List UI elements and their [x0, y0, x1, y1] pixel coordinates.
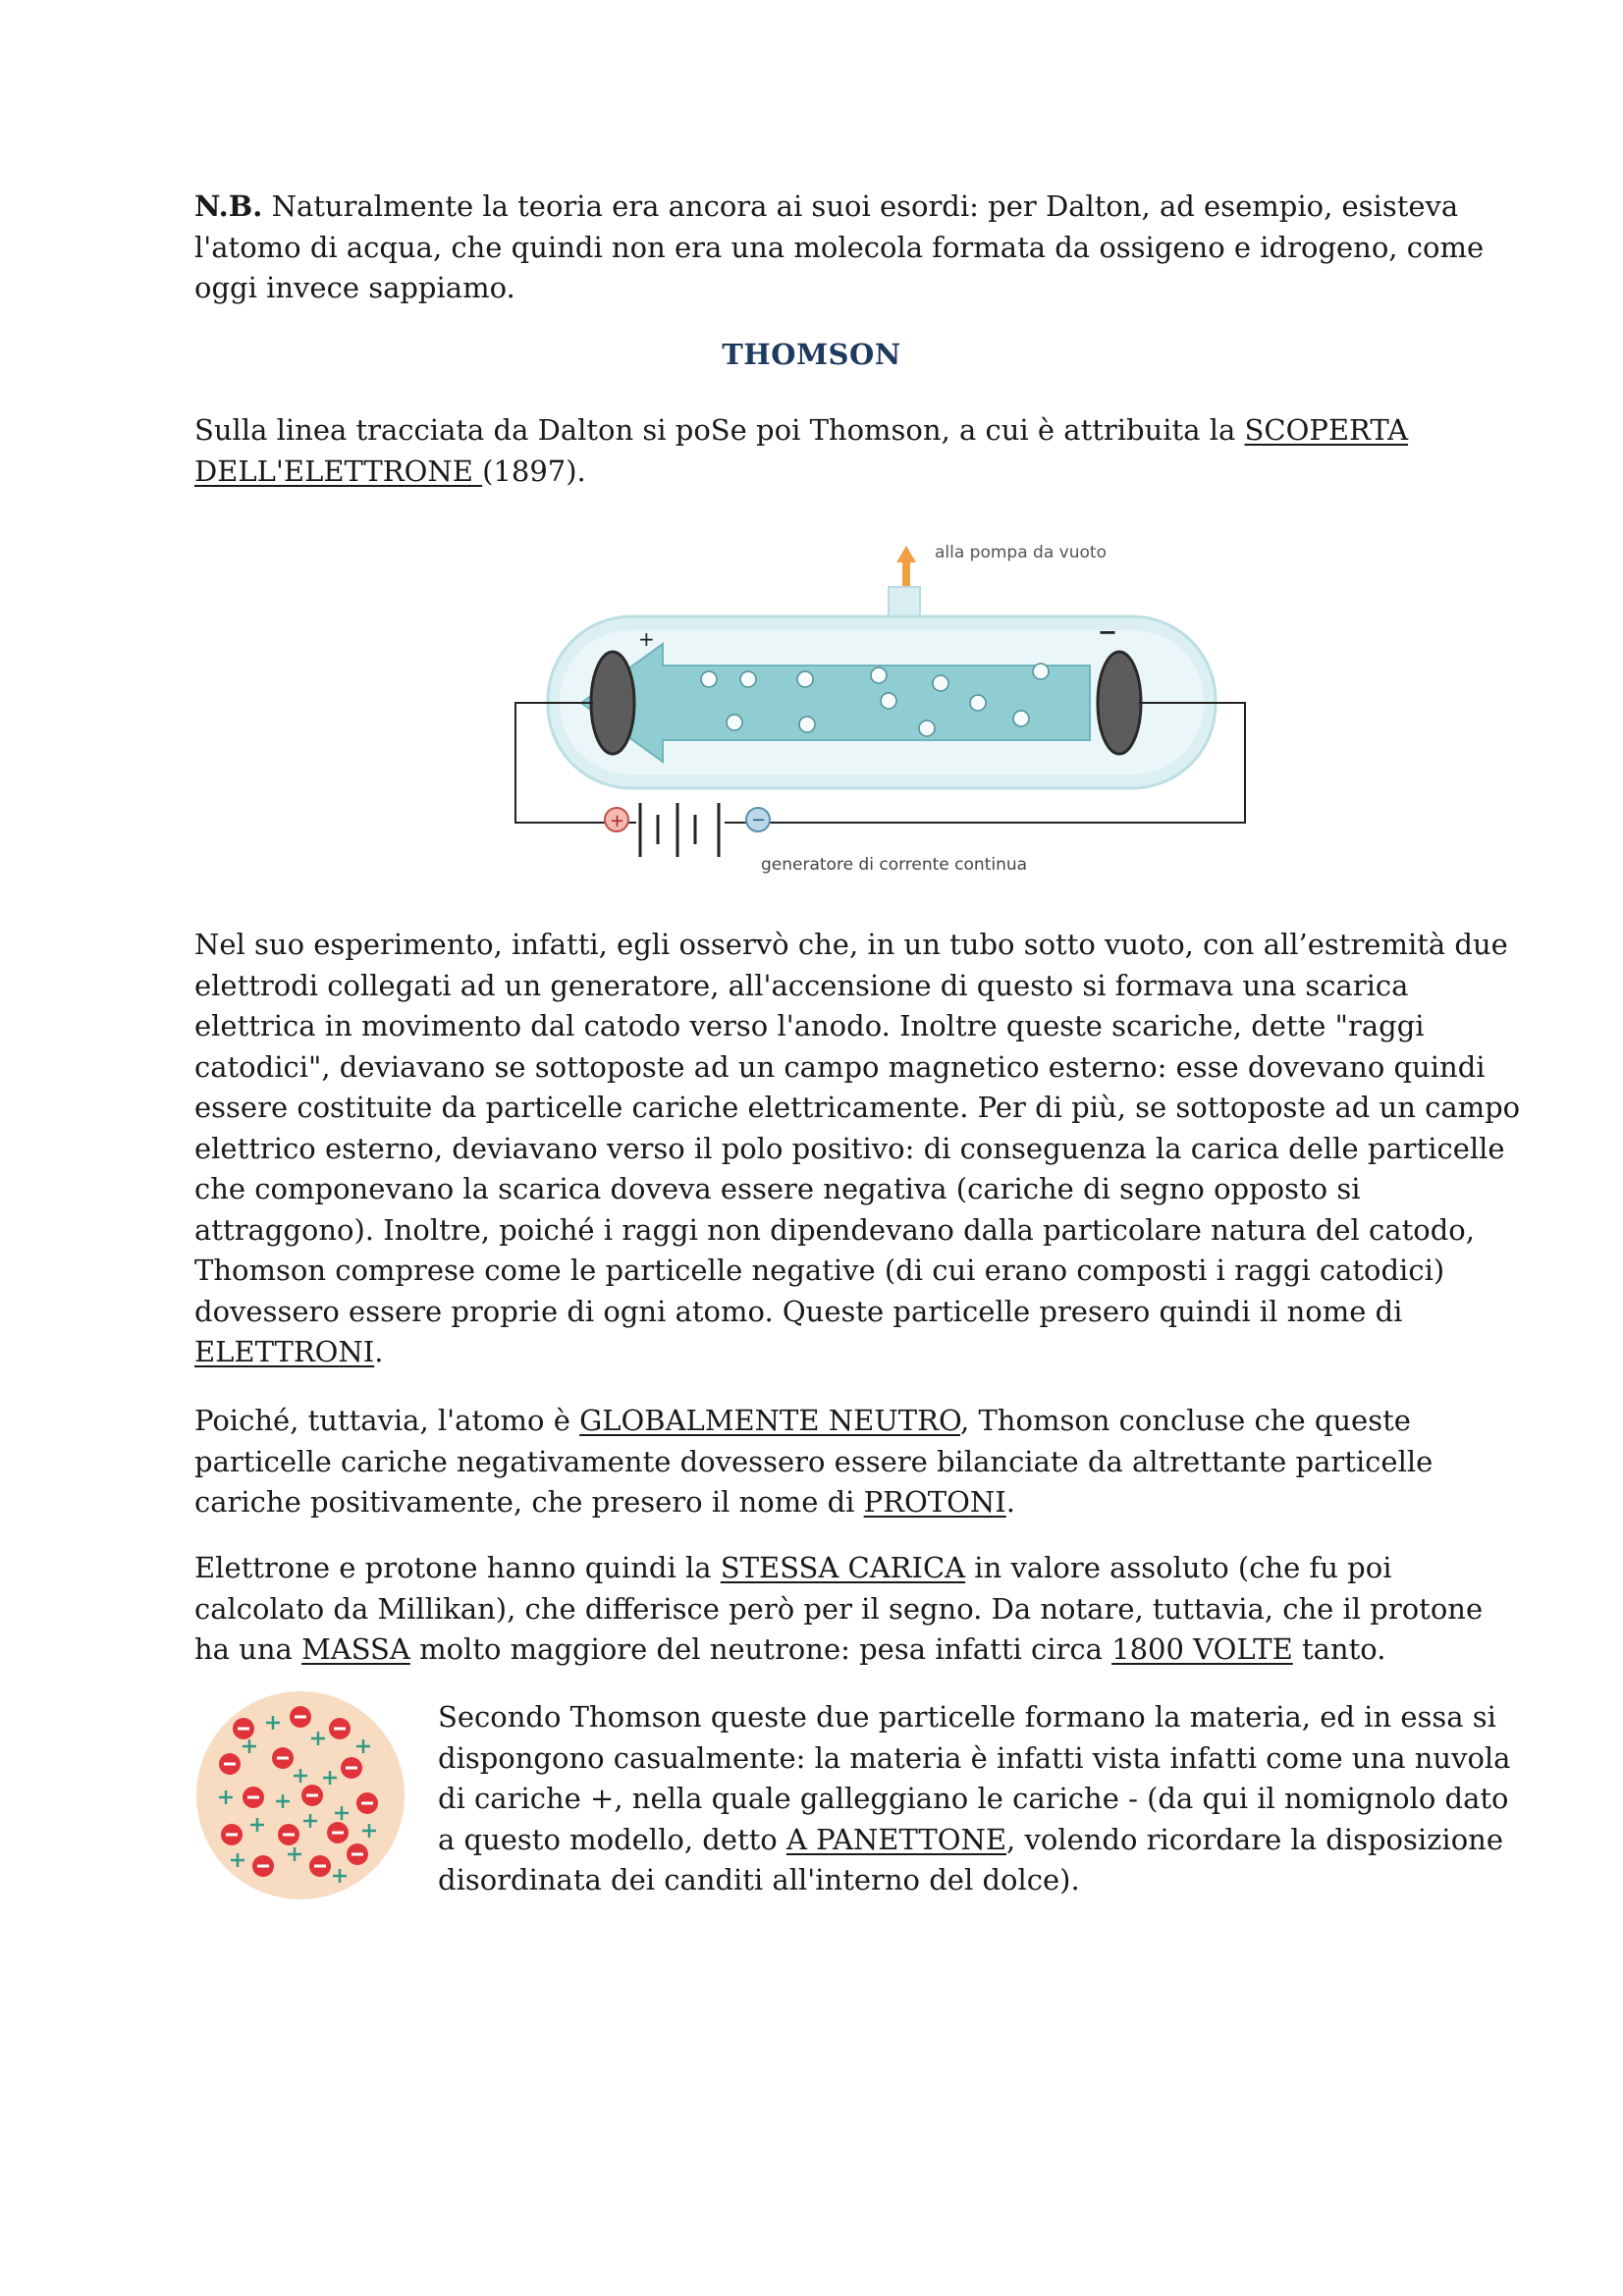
experiment-text: Nel suo esperimento, infatti, egli osservò che, in un tubo sotto vuoto, con all’estremità due elettrodi collegati ad un generatore, all'accensione di questo si formava una scarica elettrica in movimento dal catodo verso l'anodo. Inoltre queste scariche, dette "raggi catodici", deviavano se sottoposte ad un campo magnetico esterno: esse dovevano quindi essere costituite da particelle cariche elettricamente. Per di più, se sottoposte ad un campo elettrico esterno, deviavano verso il polo positivo: di conseguenza la carica delle particelle che componevano la scarica doveva essere negativa (cariche di segno opposto si attraggono). Inoltre, poiché i raggi non dipendevano dalla particolare natura del catodo, Thomson comprese come le particelle negative (di cui erano composti i raggi catodici) dovessero essere proprie di ogni atomo. Queste particelle presero quindi il nome di [194, 928, 1521, 1328]
experiment-end: . [374, 1335, 384, 1368]
intro-paragraph [194, 410, 1500, 492]
electron-icon [272, 1747, 294, 1769]
charge-text-4: tanto. [1292, 1632, 1386, 1666]
intro-year: (1897). [482, 454, 586, 488]
electron-icon [329, 1718, 351, 1739]
generator-label: generatore di corrente continua [761, 855, 1028, 875]
cathode-minus-sign: − [1098, 618, 1118, 646]
panettone-underlined: A PANETTONE [785, 1822, 1007, 1856]
charge-text-1: Elettrone e protone hanno quindi la [194, 1551, 721, 1584]
electron-icon [233, 1718, 254, 1739]
pump-label: alla pompa da vuoto [935, 543, 1107, 562]
electron-icon [301, 1785, 323, 1806]
neutral-text-2: , Thomson concluse che queste particelle cariche negativamente dovessero essere bilanciate da altrettante particelle cariche positivamente, che presero il nome di [194, 1404, 1434, 1519]
anode-electrode [591, 652, 634, 754]
same-charge-underlined: STESSA CARICA [720, 1551, 966, 1584]
electron-icon [221, 1824, 243, 1845]
nb-text: Naturalmente la teoria era ancora ai suoi esordi: per Dalton, ad esempio, esisteva l'atomo di acqua, che quindi non era una molecola formata da ossigeno e idrogeno, come oggi invece sappiamo. [194, 189, 1485, 304]
model-text: Secondo Thomson queste due particelle formano la materia, ed in essa si dispongono casualmente: la materia è infatti vista infatti come una nuvola di cariche +, nella quale galleggiano le cariche - (da qui il nomignolo dato a questo modello, detto [438, 1700, 1511, 1856]
electron-icon [243, 1787, 264, 1808]
times-underlined: 1800 VOLTE [1111, 1632, 1293, 1666]
battery-icon [640, 803, 719, 857]
nb-paragraph [194, 187, 1520, 309]
nb-label: N.B. [194, 189, 263, 223]
globally-neutral-underlined: GLOBALMENTE NEUTRO [579, 1404, 961, 1437]
experiment-paragraph [194, 925, 1530, 1373]
model-paragraph [438, 1697, 1528, 1901]
neutral-paragraph [194, 1401, 1510, 1523]
neutral-end: . [1005, 1485, 1015, 1519]
model-end: , volendo ricordare la disposizione disordinata dei canditi all'interno del dolce). [438, 1822, 1503, 1896]
electron-icon [327, 1822, 349, 1843]
electrons-underlined: ELETTRONI [194, 1335, 375, 1368]
charge-text-3: molto maggiore del neutrone: pesa infatti circa [409, 1632, 1112, 1666]
electron-icon [252, 1855, 274, 1877]
discovery-underlined: SCOPERTA DELL'ELETTRONE [194, 413, 1409, 488]
intro-text: Sulla linea tracciata da Dalton si poSe poi Thomson, a cui è attribuita la [194, 413, 1245, 447]
cathode-electrode [1098, 652, 1141, 754]
negative-terminal-sign: − [751, 810, 767, 830]
electron-icon [278, 1824, 299, 1845]
positive-terminal-sign: + [610, 811, 625, 831]
electron-icon [347, 1843, 368, 1865]
electron-icon [290, 1706, 311, 1728]
anode-plus-sign: + [638, 627, 655, 651]
section-title: THOMSON [722, 338, 901, 371]
pump-arrow-icon [896, 546, 916, 587]
electron-icon [356, 1792, 378, 1814]
electron-icon [219, 1753, 241, 1775]
electron-icon [341, 1757, 362, 1779]
neutral-text-1: Poiché, tuttavia, l'atomo è [194, 1404, 580, 1437]
charge-paragraph [194, 1548, 1500, 1671]
protons-underlined: PROTONI [863, 1485, 1006, 1519]
cathode-ray-tube-figure [491, 528, 1257, 891]
electron-icon [309, 1855, 331, 1877]
plum-pudding-model-figure [192, 1687, 408, 1903]
charge-text-2: in valore assoluto (che fu poi calcolato da Millikan), che differisce però per il segno. Da notare, tuttavia, che il protone ha una [194, 1551, 1484, 1666]
mass-underlined: MASSA [301, 1632, 410, 1666]
